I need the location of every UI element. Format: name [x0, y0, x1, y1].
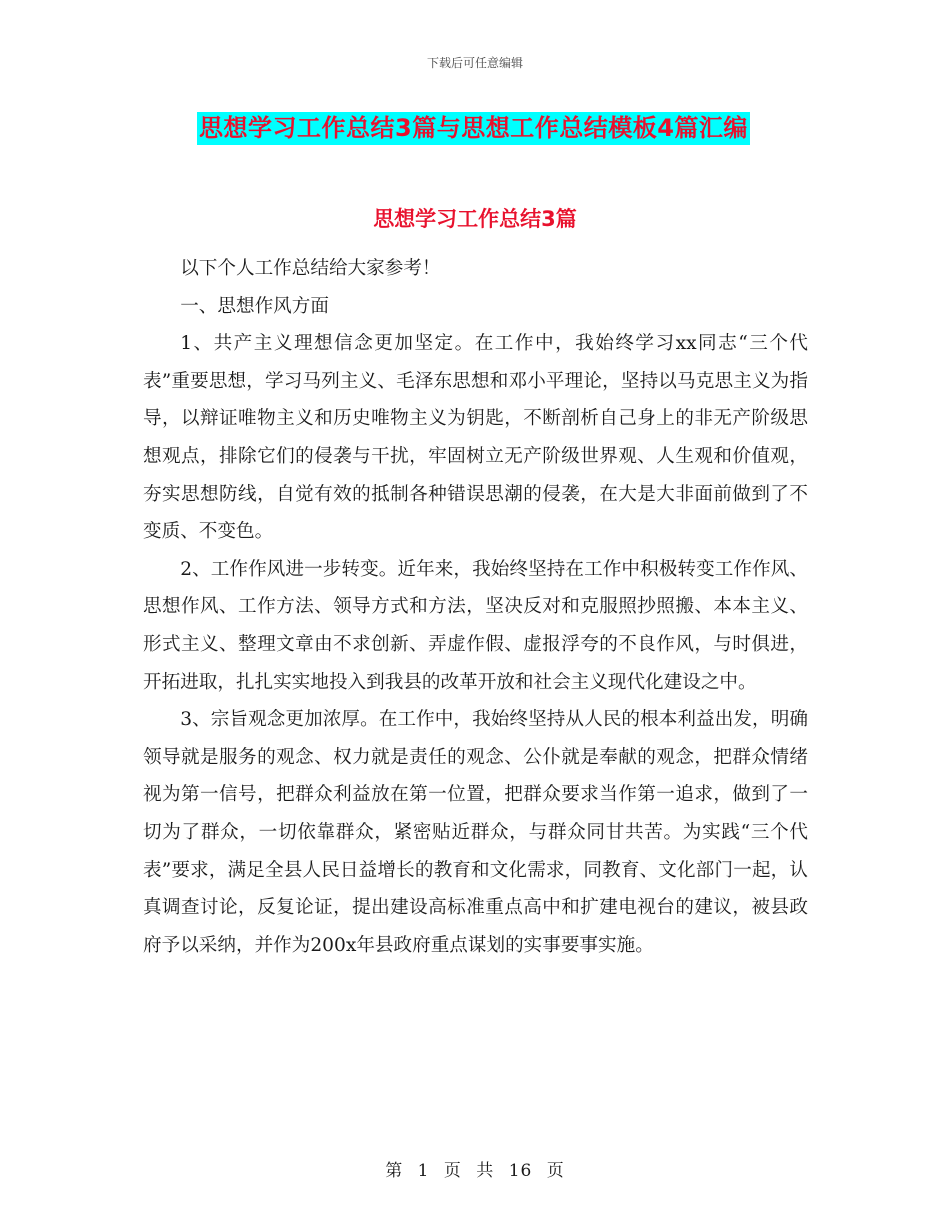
- paragraph-heading: 一、思想作风方面: [180, 295, 329, 317]
- document-title: 思想学习工作总结3篇与思想工作总结模板4篇汇编: [197, 112, 750, 145]
- paragraph-intro: 以下个人工作总结给大家参考！: [180, 258, 441, 279]
- section-title: 思想学习工作总结3篇: [373, 207, 577, 231]
- header-note: 下载后可任意编辑: [426, 56, 523, 70]
- paragraph-3: 3、宗旨观念更加浓厚。在工作中，我始终坚持从人民的根本利益出发，明确领导就是服务的观念、权力就是责任的观念、公仆就是奉献的观念，把群众情绪视为第一信号，把群众利益放在第一位置，把群众要求当作第一追求，做到了一切为了群众，一切依靠群众，紧密贴近群众，与群众同甘共苦。为实践“三个代表”要求，满足全县人民日益增长的教育和文化需求，同教育、文化部门一起，认真调查讨论，反复论证，提出建设高标准重点高中和扩建电视台的建议，被县政府予以采纳，并作为200x年县政府重点谋划的实事要事实施。: [143, 709, 808, 956]
- page-footer: 第 1 页 共 16 页: [385, 1161, 565, 1181]
- document-body: [143, 250, 808, 964]
- paragraph-2: 2、工作作风进一步转变。近年来，我始终坚持在工作中积极转变工作作风、思想作风、工作方法、领导方式和方法，坚决反对和克服照抄照搬、本本主义、形式主义、整理文章由不求创新、弄虚作假、虚报浮夸的不良作风，与时俱进，开拓进取，扎扎实实地投入到我县的改革开放和社会主义现代化建设之中。: [143, 558, 808, 693]
- paragraph-1: 1、共产主义理想信念更加坚定。在工作中，我始终学习xx同志“三个代表”重要思想，学习马列主义、毛泽东思想和邓小平理论，坚持以马克思主义为指导，以辩证唯物主义和历史唯物主义为钥匙，不断剖析自己身上的非无产阶级思想观点，排除它们的侵袭与干扰，牢固树立无产阶级世界观、人生观和价值观，夯实思想防线，自觉有效的抵制各种错误思潮的侵袭，在大是大非面前做到了不变质、不变色。: [143, 333, 808, 543]
